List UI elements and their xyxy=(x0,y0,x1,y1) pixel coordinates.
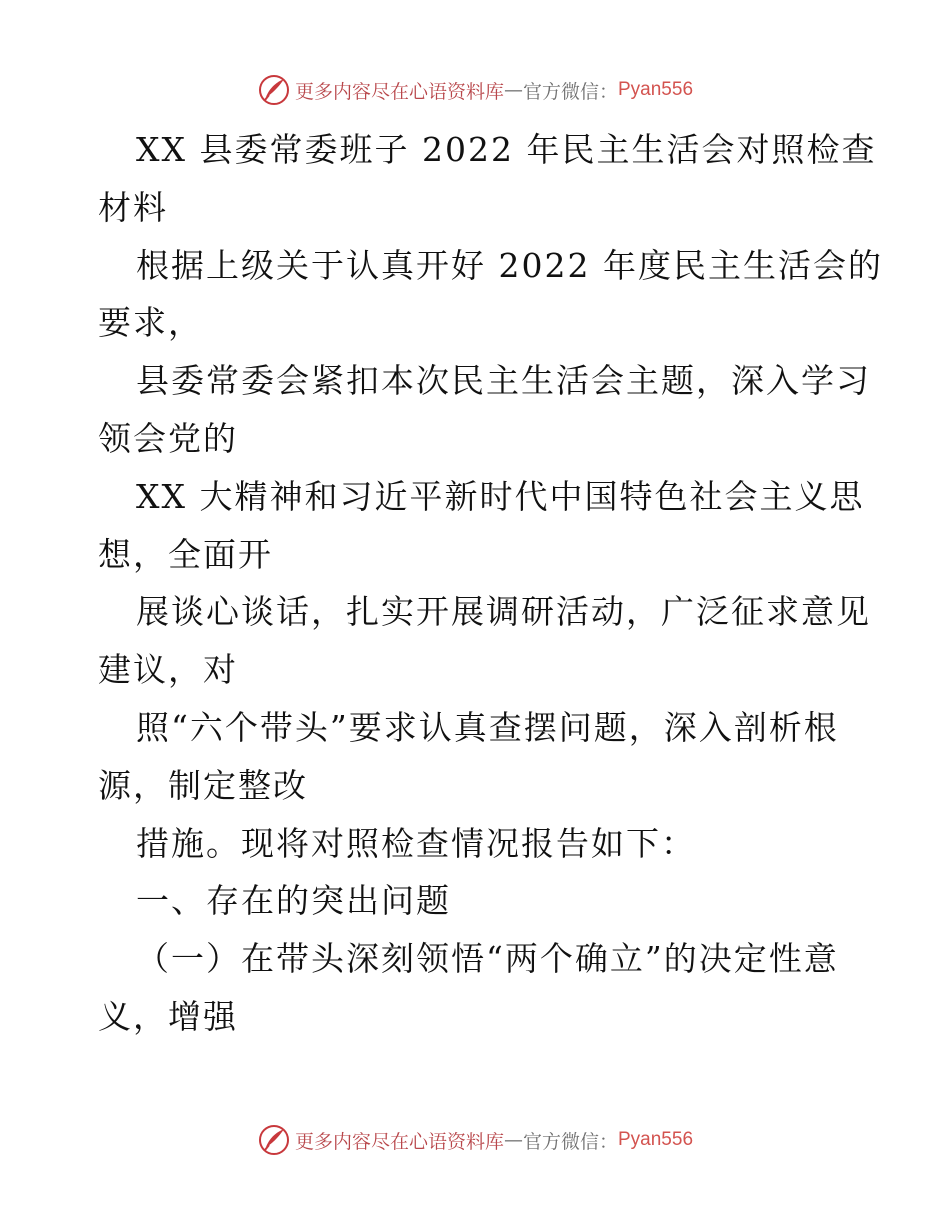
watermark-wechat-id: Pyan556 xyxy=(618,79,694,100)
paragraph-line: 展谈心谈话，扎实开展调研活动，广泛征求意见 xyxy=(136,592,871,632)
title-line-2: 材料 xyxy=(98,187,168,227)
paragraph-line: 想，全面开 xyxy=(98,534,273,574)
document-body xyxy=(98,121,883,1046)
watermark-dash: — xyxy=(503,1129,523,1151)
paragraph-line: 源，制定整改 xyxy=(98,765,308,805)
watermark-wechat-id: Pyan556 xyxy=(618,1129,694,1150)
subsection-heading-line: 义，增强 xyxy=(98,996,238,1036)
watermark-site-name: 更多内容尽在心语资料库 xyxy=(294,1130,504,1153)
paragraph-line: 照“六个带头”要求认真查摆问题，深入剖析根 xyxy=(136,707,839,747)
watermark-site-name: 更多内容尽在心语资料库 xyxy=(294,80,504,103)
watermark-wechat-label: 官方微信： xyxy=(522,80,618,103)
quill-logo-icon xyxy=(257,73,291,107)
section-heading: 一、存在的突出问题 xyxy=(136,881,451,921)
header-watermark xyxy=(0,72,950,108)
paragraph-line: 县委常委会紧扣本次民主生活会主题，深入学习 xyxy=(136,361,871,401)
watermark-wechat-label: 官方微信： xyxy=(522,1130,618,1153)
subsection-heading-line: （一）在带头深刻领悟“两个确立”的决定性意 xyxy=(136,939,839,979)
footer-watermark xyxy=(0,1122,950,1158)
paragraph-line: 要求， xyxy=(98,303,203,343)
paragraph-line: XX 大精神和习近平新时代中国特色社会主义思 xyxy=(136,476,865,516)
paragraph-line: 措施。现将对照检查情况报告如下： xyxy=(136,823,696,863)
quill-logo-icon xyxy=(257,1123,291,1157)
paragraph-line: 根据上级关于认真开好 2022 年度民主生活会的 xyxy=(136,245,883,285)
paragraph-line: 建议，对 xyxy=(98,650,238,690)
watermark-dash: — xyxy=(503,79,523,101)
paragraph-line: 领会党的 xyxy=(98,418,238,458)
title-line-1: XX 县委常委班子 2022 年民主生活会对照检查 xyxy=(136,130,877,169)
